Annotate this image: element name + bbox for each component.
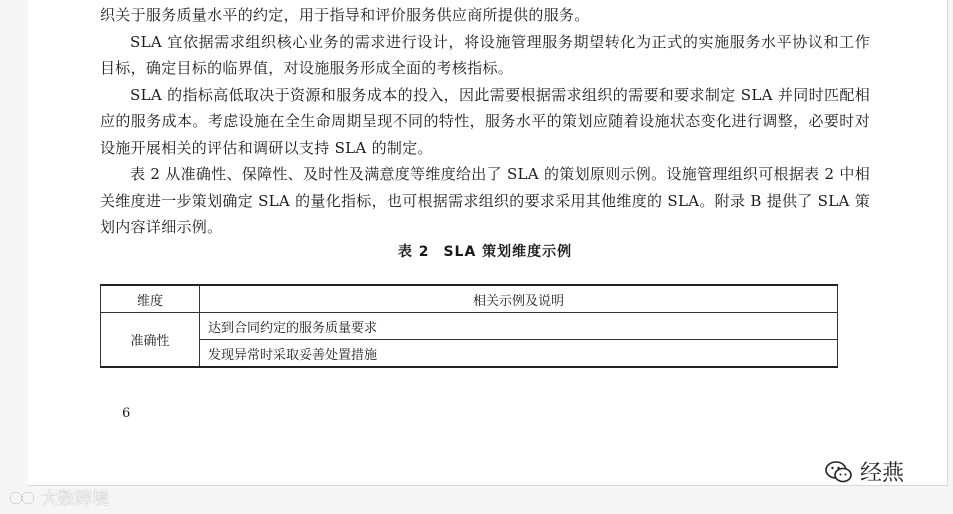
paragraph-4: 表 2 从准确性、保障性、及时性及满意度等维度给出了 SLA 的策划原则示例。设施管理组织可根据表 2 中相关维度进一步策划确定 SLA 的量化指标，也可根据需求组织的要求采用其他维度的 SLA。附录 B 提供了 SLA 策划内容详细示例。 <box>100 165 871 236</box>
document-page <box>28 0 948 486</box>
watermark-right-text: 经燕 <box>860 461 905 486</box>
cell-dimension-accuracy: 准确性 <box>101 313 200 368</box>
table-caption-number: 表 2 <box>397 244 430 260</box>
paragraph-1: 织关于服务质量水平的约定，用于指导和评价服务供应商所提供的服务。 <box>100 6 590 24</box>
table-header-row <box>101 285 838 313</box>
table-row <box>101 313 838 340</box>
watermark-left <box>8 484 109 509</box>
table-caption-title: SLA 策划维度示例 <box>443 244 573 260</box>
watermark-left-text: 大数跨境 <box>41 489 109 509</box>
body-text <box>100 2 870 241</box>
page-number: 6 <box>122 406 131 421</box>
cell-example: 达到合同约定的服务质量要求 <box>200 313 838 340</box>
watermark-logo-icon <box>8 487 38 507</box>
paragraph-2: SLA 宜依据需求组织核心业务的需求进行设计，将设施管理服务期望转化为正式的实施服务水平协议和工作目标，确定目标的临界值，对设施服务形成全面的考核指标。 <box>100 32 870 77</box>
paragraph-3: SLA 的指标高低取决于资源和服务成本的投入，因此需要根据需求组织的需要和要求制定 SLA 并同时匹配相应的服务成本。考虑设施在全生命周期呈现不同的特性，服务水平的策划应随着设施状态变化进行调整，必要时对设施开展相关的评估和调研以支持 SLA 的制定。 <box>100 85 870 157</box>
wechat-icon <box>824 459 854 485</box>
header-examples: 相关示例及说明 <box>200 285 838 313</box>
table-row <box>101 340 838 368</box>
cell-example: 发现异常时采取妥善处置措施 <box>200 340 838 368</box>
watermark-right <box>824 456 904 487</box>
table-caption <box>100 241 870 261</box>
header-dimension: 维度 <box>101 285 200 313</box>
sla-dimension-table <box>100 284 838 368</box>
